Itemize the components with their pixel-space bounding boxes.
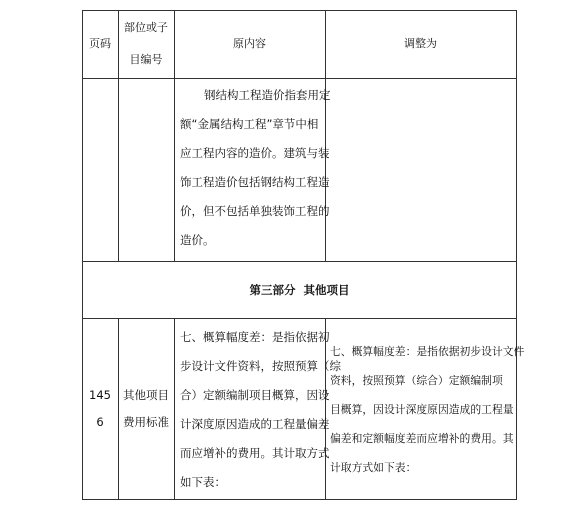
header-part-line1: 部位或子 bbox=[124, 21, 168, 34]
section-divider bbox=[82, 318, 517, 319]
row2-adjusted-line-2: 目概算，因设计深度原因造成的工程量 bbox=[330, 403, 514, 416]
col-divider-2b bbox=[174, 318, 175, 500]
table-border-right bbox=[516, 10, 517, 500]
header-page-label: 页码 bbox=[89, 37, 111, 50]
row2-adjusted-line-1: 资料，按照预算（综合）定额编制项 bbox=[330, 374, 503, 387]
row1-original-line-2: 应工程内容的造价。建筑与装 bbox=[180, 146, 330, 160]
header-adjusted-label: 调整为 bbox=[404, 37, 437, 50]
row2-page-line2: 6 bbox=[96, 415, 104, 429]
row2-original-line-1: 步设计文件资料，按照预算（综 bbox=[180, 359, 341, 373]
row2-original-line-3: 计深度原因造成的工程量偏差 bbox=[180, 417, 330, 431]
row2-part-line2: 费用标准 bbox=[123, 415, 169, 429]
row2-adjusted-line-4: 计取方式如下表： bbox=[330, 461, 417, 474]
row1-original-line-5: 造价。 bbox=[180, 233, 215, 247]
header-page bbox=[82, 33, 118, 55]
header-original-label: 原内容 bbox=[233, 37, 266, 50]
row1-original-line-3: 饰工程造价包括钢结构工程造 bbox=[180, 175, 330, 189]
header-part bbox=[118, 17, 174, 71]
section-title-text: 第三部分 其他项目 bbox=[249, 283, 350, 297]
row2-adjusted-line-0: 七、概算幅度差：是指依据初步设计文件 bbox=[330, 345, 525, 358]
header-original bbox=[174, 33, 325, 55]
row1-original-line-4: 价，但不包括单独装饰工程的 bbox=[180, 204, 330, 218]
row2-adjusted-line-3: 偏差和定额幅度差而应增补的费用。其 bbox=[330, 432, 514, 445]
header-adjusted bbox=[325, 33, 516, 55]
row2-part bbox=[118, 382, 174, 436]
row2-part-line1: 其他项目 bbox=[123, 388, 169, 402]
header-divider bbox=[82, 78, 517, 79]
row2-original-line-4: 而应增补的费用。其计取方式 bbox=[180, 446, 330, 460]
section-title bbox=[82, 278, 517, 302]
row2-original-line-5: 如下表： bbox=[180, 475, 226, 489]
row2-original-line-2: 合）定额编制项目概算，因设 bbox=[180, 388, 330, 402]
row1-original-line-1: 额“金属结构工程”章节中相 bbox=[180, 117, 319, 131]
table-border-bottom bbox=[82, 499, 517, 500]
row2-original-line-0: 七、概算幅度差：是指依据初 bbox=[180, 330, 330, 344]
row2-page-line1: 145 bbox=[89, 388, 111, 402]
row1-original-line-0: 钢结构工程造价指套用定 bbox=[204, 88, 331, 102]
header-part-line2: 目编号 bbox=[129, 53, 163, 66]
table-border-top bbox=[82, 10, 517, 11]
row2-page bbox=[82, 382, 118, 436]
row1-divider bbox=[82, 261, 517, 262]
